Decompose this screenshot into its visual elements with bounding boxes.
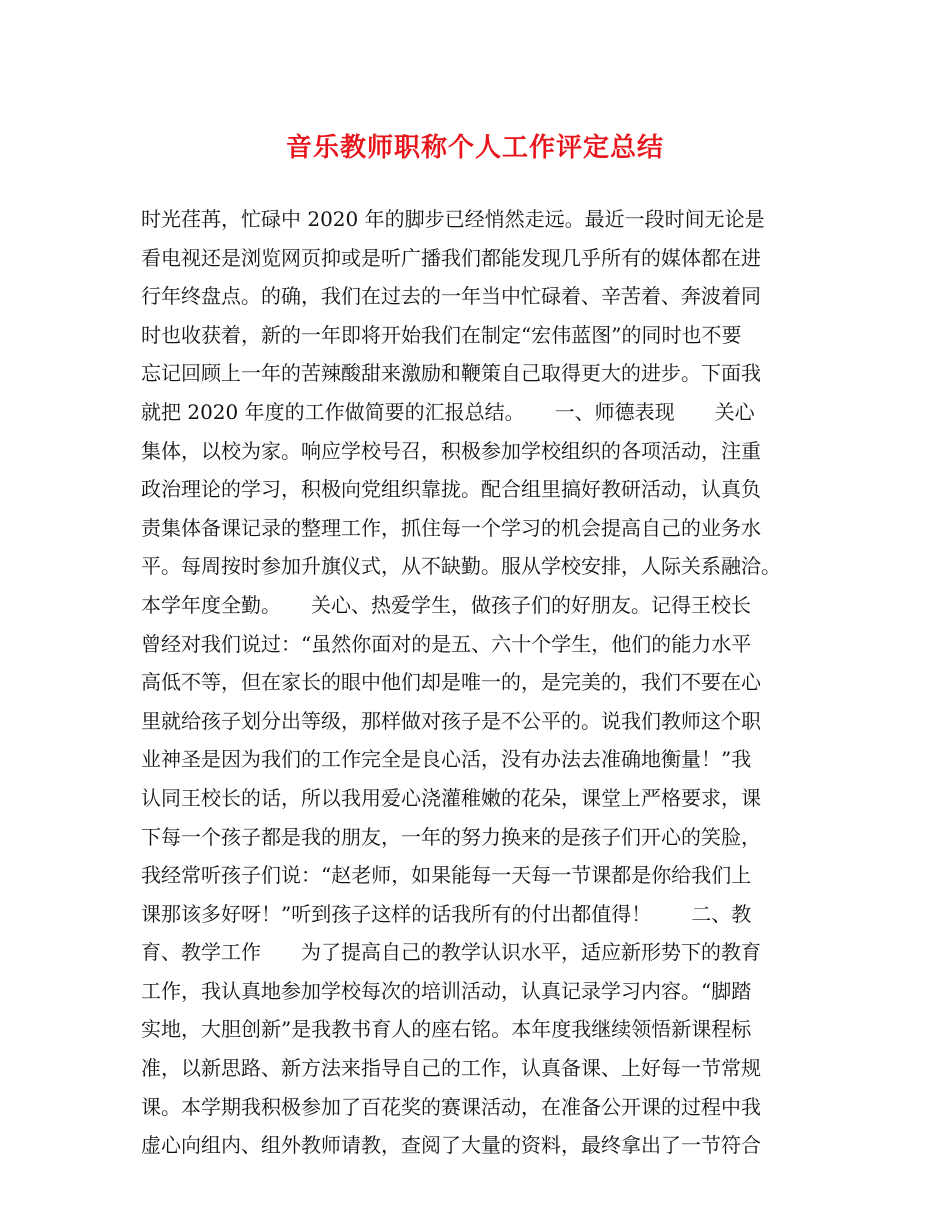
body-line: 育、教学工作 为了提高自己的教学认识水平，适应新形势下的教育 bbox=[141, 940, 761, 965]
body-line: 实地，大胆创新”是我教书育人的座右铭。本年度我继续领悟新课程标 bbox=[141, 1017, 752, 1042]
body-line: 就把 2020 年度的工作做简要的汇报总结。 一、师德表现 关心 bbox=[141, 399, 755, 424]
body-line: 集体，以校为家。响应学校号召，积极参加学校组织的各项活动，注重 bbox=[141, 438, 761, 463]
body-line: 责集体备课记录的整理工作，抓住每一个学习的机会提高自己的业务水 bbox=[141, 515, 761, 540]
body-line: 高低不等，但在家长的眼中他们却是唯一的，是完美的，我们不要在心 bbox=[141, 670, 761, 695]
body-line: 时光荏苒，忙碌中 2020 年的脚步已经悄然走远。最近一段时间无论是 bbox=[141, 207, 765, 231]
document-body bbox=[141, 200, 841, 1165]
body-line: 政治理论的学习，积极向党组织靠拢。配合组里搞好教研活动，认真负 bbox=[141, 477, 761, 502]
body-line: 时也收获着，新的一年即将开始我们在制定“宏伟蓝图”的同时也不要 bbox=[141, 322, 742, 347]
body-line: 行年终盘点。的确，我们在过去的一年当中忙碌着、辛苦着、奔波着同 bbox=[141, 284, 761, 309]
document-title: 音乐教师职称个人工作评定总结 bbox=[285, 133, 664, 163]
body-line: 课那该多好呀！”听到孩子这样的话我所有的付出都值得！ 二、教 bbox=[141, 901, 752, 926]
body-line: 下每一个孩子都是我的朋友，一年的努力换来的是孩子们开心的笑脸， bbox=[141, 824, 761, 849]
body-line: 虚心向组内、组外教师请教，查阅了大量的资料，最终拿出了一节符合 bbox=[141, 1133, 761, 1158]
body-line: 忘记回顾上一年的苦辣酸甜来激励和鞭策自己取得更大的进步。下面我 bbox=[141, 361, 761, 386]
body-line: 业神圣是因为我们的工作完全是良心活，没有办法去准确地衡量！”我 bbox=[141, 747, 752, 772]
body-line: 里就给孩子划分出等级，那样做对孩子是不公平的。说我们教师这个职 bbox=[141, 708, 761, 733]
body-line: 工作，我认真地参加学校每次的培训活动，认真记录学习内容。“脚踏 bbox=[141, 978, 752, 1003]
body-line: 认同王校长的话，所以我用爱心浇灌稚嫩的花朵，课堂上严格要求，课 bbox=[141, 785, 761, 810]
body-line: 准，以新思路、新方法来指导自己的工作，认真备课、上好每一节常规 bbox=[141, 1056, 761, 1081]
body-line: 曾经对我们说过：“虽然你面对的是五、六十个学生，他们的能力水平 bbox=[141, 631, 752, 656]
body-line: 本学年度全勤。 关心、热爱学生，做孩子们的好朋友。记得王校长 bbox=[141, 592, 751, 617]
body-line: 平。每周按时参加升旗仪式，从不缺勤。服从学校安排，人际关系融洽。 bbox=[141, 554, 781, 579]
body-line: 课。本学期我积极参加了百花奖的赛课活动，在准备公开课的过程中我 bbox=[141, 1094, 761, 1119]
body-line: 看电视还是浏览网页抑或是听广播我们都能发现几乎所有的媒体都在进 bbox=[141, 245, 761, 270]
body-line: 我经常听孩子们说：“赵老师，如果能每一天每一节课都是你给我们上 bbox=[141, 863, 752, 888]
